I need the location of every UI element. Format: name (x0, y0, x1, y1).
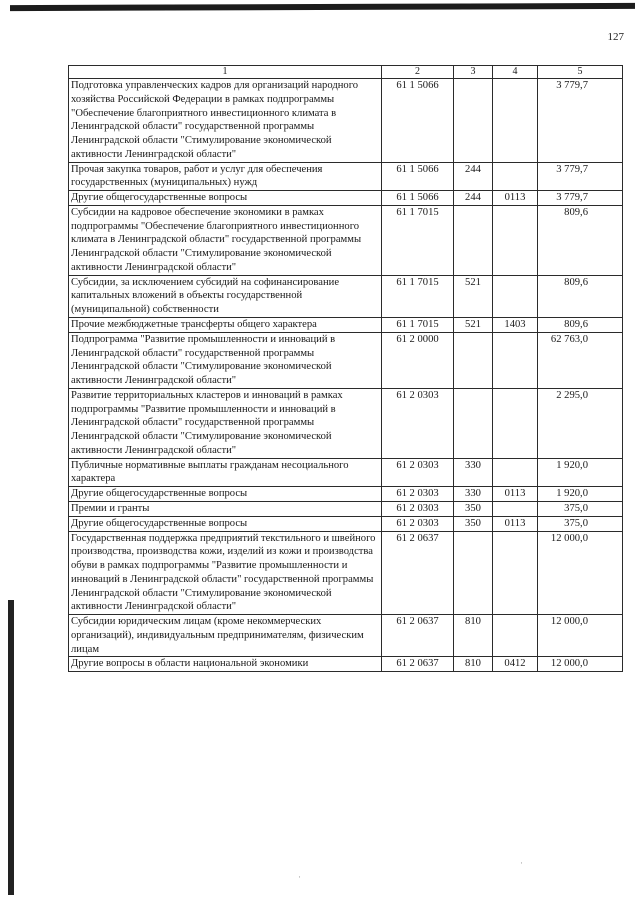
table-row (69, 501, 623, 516)
col-header-4: 4 (493, 66, 538, 79)
cell-rz (493, 205, 538, 275)
cell-sum: 809,6 (538, 275, 623, 317)
cell-name: Государственная поддержка предприятий текстильного и швейного производства, производства кожи, изделий из кожи и производства обуви в рамках подпрограммы "Развитие промышленности и инноваций в Ленинградской области" государственной программы Ленинградской области "Стимулирование экономической активности Ленинградской области" (69, 531, 382, 615)
cell-vr: 521 (454, 275, 493, 317)
page-number: 127 (607, 31, 624, 43)
table-row (69, 458, 623, 487)
header-row (69, 66, 623, 79)
cell-sum: 375,0 (538, 516, 623, 531)
cell-vr: 330 (454, 458, 493, 487)
scan-speck: · (520, 858, 523, 868)
cell-vr: 330 (454, 487, 493, 502)
cell-rz (493, 79, 538, 163)
cell-name: Премии и гранты (69, 501, 382, 516)
cell-name: Прочая закупка товаров, работ и услуг для обеспечения государственных (муниципальных) нужд (69, 162, 382, 191)
cell-csr: 61 1 5066 (382, 162, 454, 191)
table-body (69, 79, 623, 672)
cell-csr: 61 2 0303 (382, 388, 454, 458)
cell-rz (493, 388, 538, 458)
cell-name: Прочие межбюджетные трансферты общего характера (69, 318, 382, 333)
cell-name: Другие общегосударственные вопросы (69, 191, 382, 206)
table-row (69, 205, 623, 275)
cell-name: Субсидии на кадровое обеспечение экономики в рамках подпрограммы "Обеспечение благоприятного инвестиционного климата в Ленинградской области" государственной программы Ленинградской области "Стимулирование экономической активности Ленинградской области" (69, 205, 382, 275)
cell-name: Субсидии юридическим лицам (кроме некоммерческих организаций), индивидуальным предпринимателям, физическим лицам (69, 615, 382, 657)
cell-csr: 61 1 7015 (382, 205, 454, 275)
cell-rz: 0113 (493, 516, 538, 531)
cell-vr (454, 79, 493, 163)
cell-csr: 61 1 7015 (382, 275, 454, 317)
cell-rz (493, 162, 538, 191)
cell-sum: 809,6 (538, 318, 623, 333)
cell-sum: 2 295,0 (538, 388, 623, 458)
cell-csr: 61 1 5066 (382, 191, 454, 206)
col-header-2: 2 (382, 66, 454, 79)
cell-sum: 3 779,7 (538, 191, 623, 206)
cell-vr (454, 205, 493, 275)
cell-vr: 244 (454, 162, 493, 191)
cell-csr: 61 2 0303 (382, 501, 454, 516)
table-row (69, 615, 623, 657)
cell-rz: 0113 (493, 487, 538, 502)
cell-vr (454, 332, 493, 388)
cell-rz (493, 275, 538, 317)
cell-vr: 350 (454, 501, 493, 516)
cell-name: Другие общегосударственные вопросы (69, 487, 382, 502)
table-row (69, 318, 623, 333)
cell-sum: 62 763,0 (538, 332, 623, 388)
cell-sum: 375,0 (538, 501, 623, 516)
cell-name: Публичные нормативные выплаты гражданам несоциального характера (69, 458, 382, 487)
cell-rz (493, 332, 538, 388)
cell-name: Другие общегосударственные вопросы (69, 516, 382, 531)
cell-csr: 61 1 5066 (382, 79, 454, 163)
table-row (69, 162, 623, 191)
col-header-5: 5 (538, 66, 623, 79)
cell-rz (493, 531, 538, 615)
table-row (69, 657, 623, 672)
cell-sum: 12 000,0 (538, 615, 623, 657)
cell-vr: 810 (454, 657, 493, 672)
table-row (69, 388, 623, 458)
cell-sum: 1 920,0 (538, 487, 623, 502)
cell-rz: 0113 (493, 191, 538, 206)
col-header-3: 3 (454, 66, 493, 79)
top-scan-rule (10, 3, 635, 11)
cell-csr: 61 1 7015 (382, 318, 454, 333)
cell-csr: 61 2 0637 (382, 657, 454, 672)
cell-csr: 61 2 0303 (382, 487, 454, 502)
cell-name: Субсидии, за исключением субсидий на софинансирование капитальных вложений в объекты государственной (муниципальной) собственности (69, 275, 382, 317)
cell-vr: 521 (454, 318, 493, 333)
table-row (69, 332, 623, 388)
budget-table (68, 65, 623, 672)
table-row (69, 191, 623, 206)
cell-sum: 3 779,7 (538, 162, 623, 191)
left-scan-edge (8, 600, 14, 895)
cell-csr: 61 2 0000 (382, 332, 454, 388)
cell-rz: 1403 (493, 318, 538, 333)
cell-name: Развитие территориальных кластеров и инноваций в рамках подпрограммы "Развитие промышленности и инноваций в Ленинградской области" государственной программы Ленинградской области "Стимулирование экономической активности Ленинградской области" (69, 388, 382, 458)
cell-csr: 61 2 0637 (382, 531, 454, 615)
col-header-1: 1 (69, 66, 382, 79)
table-row (69, 79, 623, 163)
table-row (69, 531, 623, 615)
cell-sum: 809,6 (538, 205, 623, 275)
cell-vr: 350 (454, 516, 493, 531)
cell-sum: 12 000,0 (538, 531, 623, 615)
table-row (69, 516, 623, 531)
table-row (69, 487, 623, 502)
cell-vr: 810 (454, 615, 493, 657)
cell-sum: 3 779,7 (538, 79, 623, 163)
cell-csr: 61 2 0303 (382, 516, 454, 531)
cell-name: Подпрограмма "Развитие промышленности и инноваций в Ленинградской области" государственной программы Ленинградской области "Стимулирование экономической активности Ленинградской области" (69, 332, 382, 388)
scan-speck: · (298, 872, 301, 882)
cell-rz (493, 501, 538, 516)
table-row (69, 275, 623, 317)
cell-csr: 61 2 0303 (382, 458, 454, 487)
cell-vr: 244 (454, 191, 493, 206)
cell-rz (493, 458, 538, 487)
cell-rz: 0412 (493, 657, 538, 672)
cell-name: Другие вопросы в области национальной экономики (69, 657, 382, 672)
cell-vr (454, 388, 493, 458)
cell-sum: 1 920,0 (538, 458, 623, 487)
cell-csr: 61 2 0637 (382, 615, 454, 657)
cell-rz (493, 615, 538, 657)
cell-name: Подготовка управленческих кадров для организаций народного хозяйства Российской Федерации в рамках подпрограммы "Обеспечение благоприятного инвестиционного климата в Ленинградской области" государственной программы Ленинградской области "Стимулирование экономической активности Ленинградской области" (69, 79, 382, 163)
cell-vr (454, 531, 493, 615)
cell-sum: 12 000,0 (538, 657, 623, 672)
